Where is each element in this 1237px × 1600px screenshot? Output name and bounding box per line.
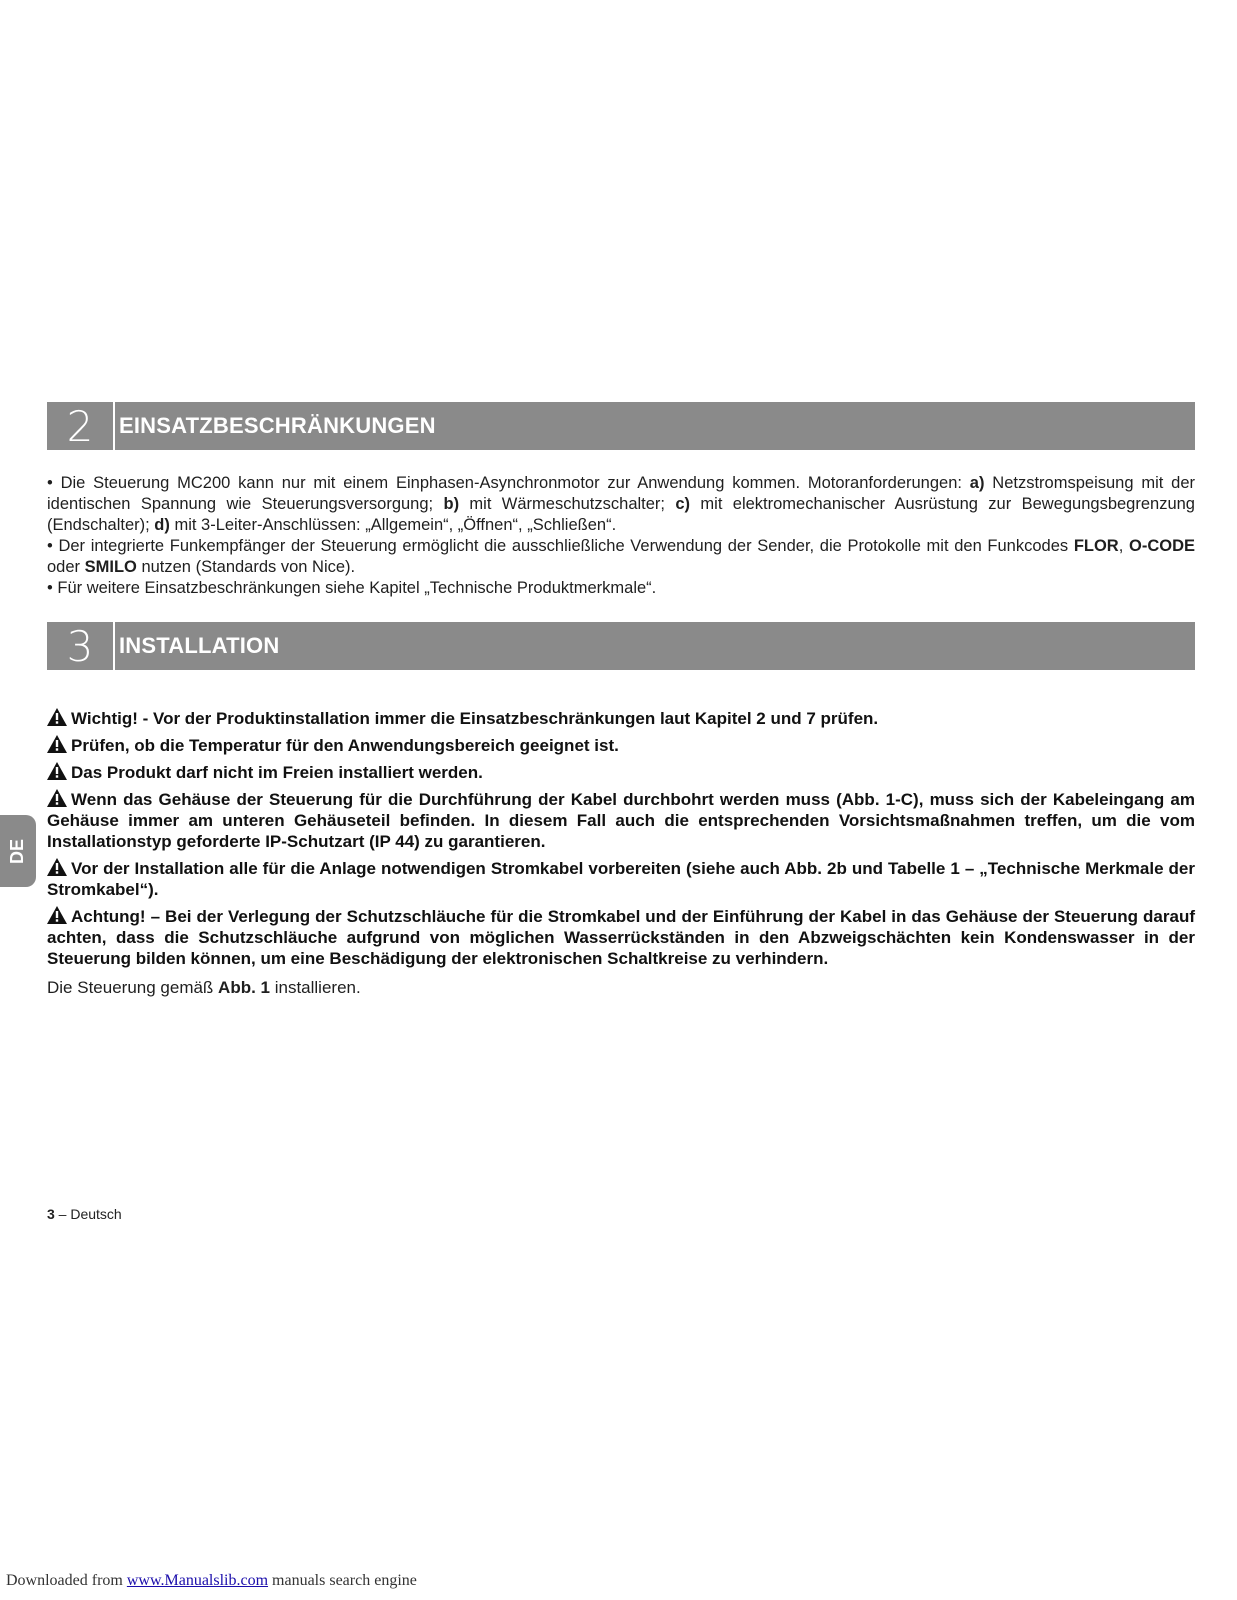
code-ocode: O-CODE	[1129, 537, 1195, 555]
code-flor: FLOR	[1073, 537, 1119, 555]
text: nutzen (Standards von Nice).	[136, 558, 356, 576]
text: mit Wärmeschutzschalter;	[459, 495, 676, 513]
text: ,	[1118, 537, 1129, 555]
paragraph-further-limits: • Für weitere Einsatzbeschränkungen siehe Kapitel „Technische Produktmerkmale“.	[47, 579, 657, 597]
text: Die Steuerung gemäß	[47, 978, 219, 997]
page-footer	[47, 1206, 122, 1222]
warning-text: Wenn das Gehäuse der Steuerung für die Durchführung der Kabel durchbohrt werden muss (Abb. 1-C), muss sich der Kabeleingang am Gehäuse immer am unteren Gehäuseteil befinden. In diesem Fall auch die entsprechenden Vorsichtsmaßnahmen treffen, um die vom Installationstyp geforderte IP-Schutzart (IP 44) zu garantieren.	[47, 790, 1195, 851]
section-2-body	[47, 473, 1195, 599]
text: mit elektromechanischer Ausrüstung zur Bewegungsbegrenzung (Endschalter);	[47, 495, 1195, 534]
text: manuals search engine	[268, 1572, 417, 1589]
figure-reference: Abb. 1	[218, 978, 270, 997]
warning-triangle-icon	[47, 708, 67, 726]
warning-item	[47, 762, 1195, 783]
warning-triangle-icon	[47, 762, 67, 780]
page-number: 3	[47, 1206, 55, 1222]
warning-item	[47, 708, 1195, 729]
warning-item	[47, 789, 1195, 852]
warning-triangle-icon	[47, 789, 67, 807]
manualslib-link[interactable]: www.Manualslib.com	[126, 1572, 269, 1589]
item-b: b)	[443, 495, 460, 513]
section-2-header	[47, 402, 1195, 450]
section-2-title: EINSATZBESCHRÄNKUNGEN	[119, 413, 436, 438]
section-2-number: 2	[47, 402, 115, 450]
page-language: – Deutsch	[54, 1206, 122, 1222]
text: • Der integrierte Funkempfänger der Steuerung ermöglicht die ausschließliche Verwendung der Sender, die Protokolle mit den Funkcodes	[47, 537, 1074, 555]
text: mit 3-Leiter-Anschlüssen: „Allgemein“, „Öffnen“, „Schließen“.	[169, 516, 617, 534]
section-3-title: INSTALLATION	[119, 633, 280, 658]
warning-item	[47, 906, 1195, 969]
warning-item	[47, 858, 1195, 900]
section-3-header	[47, 622, 1195, 670]
warning-text: Prüfen, ob die Temperatur für den Anwendungsbereich geeignet ist.	[71, 736, 619, 755]
warning-text: Das Produkt darf nicht im Freien installiert werden.	[71, 763, 483, 782]
language-tab	[0, 815, 36, 887]
warning-triangle-icon	[47, 735, 67, 753]
text: Downloaded from	[6, 1572, 127, 1589]
text: oder	[47, 558, 85, 576]
text: installieren.	[270, 978, 361, 997]
language-tab-label: DE	[7, 838, 28, 864]
warning-text: Vor der Installation alle für die Anlage notwendigen Stromkabel vorbereiten (siehe auch Abb. 2b und Tabelle 1 – „Technische Merkmale der Stromkabel“).	[47, 859, 1195, 899]
paragraph-radio-receiver	[47, 536, 1195, 578]
warning-text: Wichtig! - Vor der Produktinstallation immer die Einsatzbeschränkungen laut Kapitel 2 und 7 prüfen.	[71, 709, 879, 728]
warning-triangle-icon	[47, 906, 67, 924]
warning-triangle-icon	[47, 858, 67, 876]
warning-text: Achtung! – Bei der Verlegung der Schutzschläuche für die Stromkabel und der Einführung der Kabel in das Gehäuse der Steuerung darauf achten, dass die Schutzschläuche aufgrund von möglichen Wasserrückständen in den Abzweigschächten kein Kondenswasser in der Steuerung bilden können, um eine Beschädigung der elektronischen Schaltkreise zu verhindern.	[47, 907, 1195, 968]
installation-warnings	[47, 708, 1195, 975]
download-source-line	[6, 1572, 417, 1590]
text: • Die Steuerung MC200 kann nur mit einem Einphasen-Asynchronmotor zur Anwendung kommen. Motoranforderungen:	[47, 474, 970, 492]
section-3-number: 3	[47, 622, 115, 670]
text: Netzstromspeisung mit der identischen Spannung wie Steuerungsversorgung;	[47, 474, 1195, 513]
item-d: d)	[154, 516, 170, 534]
item-a: a)	[969, 474, 985, 492]
install-instruction	[47, 978, 361, 998]
warning-item	[47, 735, 1195, 756]
code-smilo: SMILO	[84, 558, 137, 576]
item-c: c)	[675, 495, 691, 513]
paragraph-motor-requirements	[47, 473, 1195, 536]
